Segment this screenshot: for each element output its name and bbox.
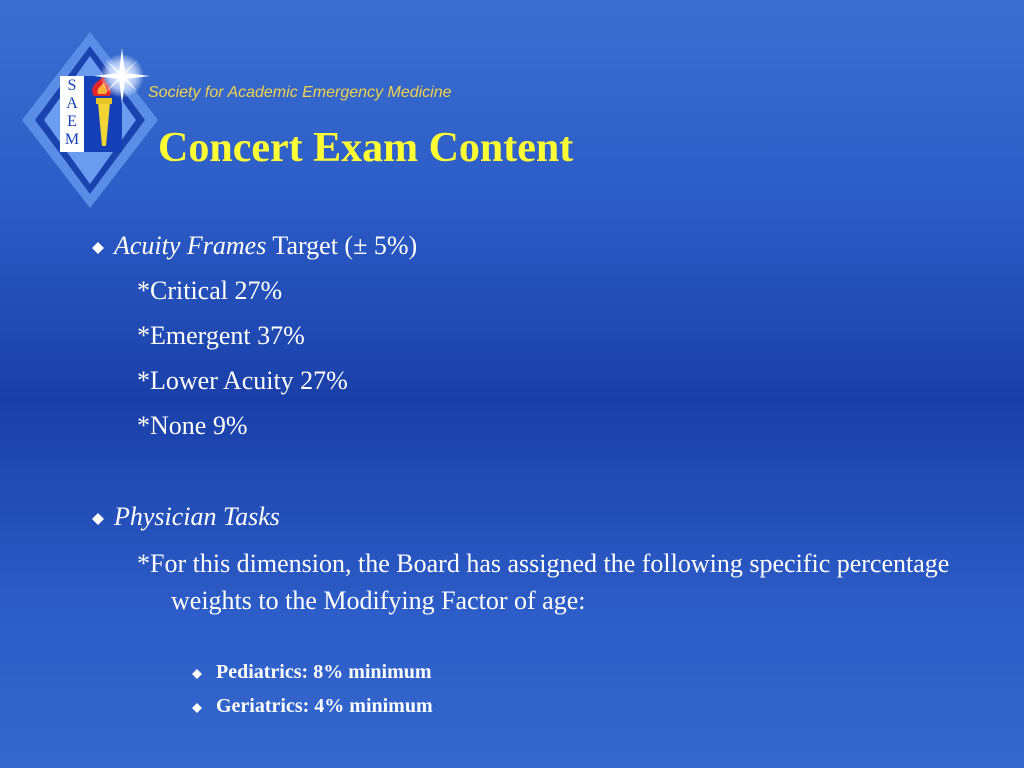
- logo-letter-m: M: [64, 131, 80, 148]
- acuity-frames-label: Acuity Frames: [114, 231, 267, 260]
- list-item: *Critical 27%: [137, 276, 283, 305]
- physician-tasks-label: Physician Tasks: [114, 502, 280, 531]
- page-title: Concert Exam Content: [158, 125, 574, 171]
- diamond-bullet-icon: [92, 513, 114, 525]
- logo-letter-a: A: [66, 95, 78, 112]
- list-item: *None 9%: [137, 411, 248, 440]
- sub-list-item-pediatrics: [192, 660, 432, 685]
- logo-letter-s: S: [67, 77, 77, 94]
- sub-list-item-label: Pediatrics: 8% minimum: [216, 661, 432, 683]
- list-item: *Emergent 37%: [137, 321, 305, 350]
- diamond-bullet-icon: [92, 242, 114, 254]
- organization-name: Society for Academic Emergency Medicine: [148, 84, 452, 101]
- physician-tasks-paragraph: [137, 545, 957, 619]
- acuity-target-label: Target (± 5%): [266, 231, 418, 260]
- section-heading-physician-tasks: [92, 502, 280, 532]
- sub-list-item-label: Geriatrics: 4% minimum: [216, 695, 433, 717]
- sub-list-item-geriatrics: [192, 694, 433, 719]
- logo-letter-e: E: [67, 113, 77, 130]
- section-heading-acuity-frames: [92, 231, 417, 261]
- paragraph-text: *For this dimension, the Board has assigned the following specific percentage weights to the Modifying Factor of age:: [137, 549, 950, 615]
- list-item: *Lower Acuity 27%: [137, 366, 348, 395]
- diamond-bullet-icon: [192, 661, 216, 685]
- diamond-bullet-icon: [192, 695, 216, 719]
